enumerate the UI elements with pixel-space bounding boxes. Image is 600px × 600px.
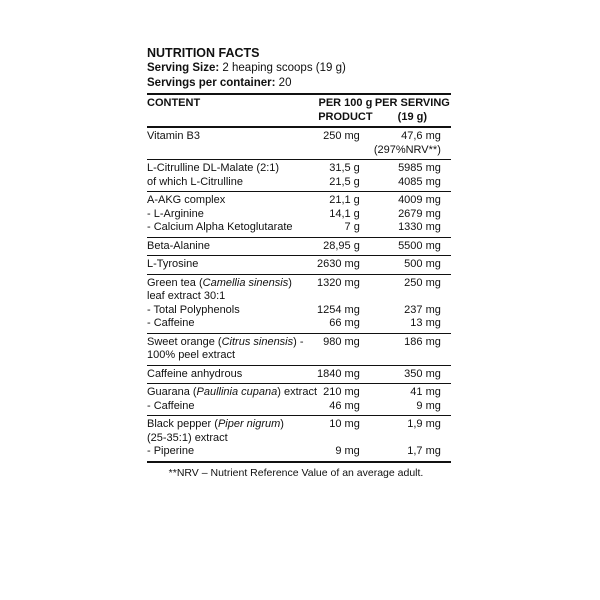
value-per-serving (374, 416, 451, 462)
nutrition-facts-panel (147, 46, 450, 480)
value-per-100g-line: 250 mg (323, 130, 360, 142)
value-per-serving-line (374, 349, 451, 363)
value-per-serving-line: 186 mg (404, 335, 441, 348)
ingredient-name (147, 256, 317, 275)
ingredient-name-line: A-AKG complex (147, 194, 226, 206)
value-per-serving-line: 1330 mg (398, 221, 441, 233)
value-per-serving-line: 350 mg (404, 367, 441, 380)
value-per-100g-line: 31,5 g (329, 162, 360, 174)
servings-value: 20 (278, 77, 292, 89)
value-per-serving (374, 274, 451, 333)
value-per-serving-line: 5985 mg (398, 162, 441, 174)
table-body (147, 127, 451, 462)
value-per-100g (317, 365, 374, 384)
table-row (147, 192, 451, 238)
value-per-serving-line: (297%NRV**) (373, 143, 441, 156)
value-per-100g-line: 2630 mg (317, 258, 360, 270)
value-per-100g (317, 192, 374, 238)
value-per-100g (317, 127, 374, 160)
value-per-100g-line: 1840 mg (317, 367, 360, 380)
ingredient-name-line: Green tea (Camellia sinensis) (147, 276, 292, 289)
value-per-serving-line: 500 mg (404, 258, 441, 270)
value-per-100g-line (317, 432, 374, 446)
ingredient-name-line: Black pepper (Piper nigrum) (147, 418, 284, 430)
ingredient-name (147, 384, 317, 416)
value-per-100g (317, 384, 374, 416)
ingredient-name-line: - Caffeine (147, 399, 195, 412)
value-per-100g-line: 210 mg (323, 386, 360, 398)
value-per-serving-line: 2679 mg (398, 207, 441, 220)
value-per-100g-line: 7 g (344, 221, 360, 233)
serving-size-label: Serving Size: (147, 62, 220, 74)
serving-size-value: 2 heaping scoops (19 g) (222, 62, 346, 74)
ingredient-name (147, 333, 317, 365)
value-per-serving (374, 256, 451, 275)
ingredient-name (147, 365, 317, 384)
header-per-100g: PER 100 g PRODUCT (318, 97, 373, 123)
table-row (147, 384, 451, 416)
ingredient-name-line: Beta-Alanine (147, 239, 210, 252)
value-per-100g (317, 160, 374, 192)
value-per-serving-line: 9 mg (416, 399, 441, 412)
value-per-100g (317, 416, 374, 462)
value-per-100g-line: 46 mg (329, 399, 360, 412)
value-per-serving-line (374, 432, 451, 446)
ingredient-name-line: Caffeine anhydrous (147, 367, 243, 380)
value-per-serving-line: 237 mg (404, 303, 441, 316)
value-per-100g-line: 66 mg (329, 317, 360, 329)
value-per-serving-line: 1,9 mg (407, 418, 441, 430)
ingredient-name (147, 416, 317, 462)
value-per-serving (374, 192, 451, 238)
table-header-row (147, 94, 451, 127)
table-row (147, 237, 451, 256)
ingredient-name-line: - L-Arginine (147, 207, 204, 220)
footnote: **NRV – Nutrient Reference Value of an average adult. (168, 466, 424, 479)
value-per-serving-line: 250 mg (404, 276, 441, 289)
table-row (147, 127, 451, 160)
table-row (147, 274, 451, 333)
value-per-serving-line: 5500 mg (398, 239, 441, 252)
value-per-100g-line: 14,1 g (329, 207, 360, 220)
ingredient-name-line: Vitamin B3 (147, 130, 200, 142)
table-row (147, 365, 451, 384)
ingredient-name-line: of which L-Citrulline (147, 175, 243, 188)
table-row (147, 256, 451, 275)
header-content: CONTENT (147, 97, 201, 109)
value-per-100g-line: 21,5 g (329, 175, 360, 188)
value-per-serving (374, 127, 451, 160)
value-per-100g-line (317, 349, 374, 363)
ingredient-name (147, 192, 317, 238)
table-row (147, 416, 451, 462)
value-per-100g (317, 256, 374, 275)
value-per-100g-line: 1320 mg (317, 276, 360, 289)
value-per-100g-line: 9 mg (335, 445, 360, 457)
ingredient-name-line: Guarana (Paullinia cupana) extract (147, 386, 317, 398)
value-per-100g-line (317, 290, 374, 304)
ingredient-name-line: L-Tyrosine (147, 258, 199, 270)
value-per-100g-line: 21,1 g (329, 194, 360, 206)
value-per-serving (374, 384, 451, 416)
ingredient-name-line: - Calcium Alpha Ketoglutarate (147, 221, 293, 233)
value-per-100g-line: 28,95 g (323, 239, 360, 252)
servings-label: Servings per container: (147, 77, 276, 89)
value-per-100g (317, 274, 374, 333)
value-per-100g-line: 980 mg (323, 335, 360, 348)
value-per-serving-line: 4009 mg (398, 194, 441, 206)
ingredient-name-line: 100% peel extract (147, 349, 236, 361)
value-per-100g-line: 10 mg (329, 418, 360, 430)
table-row (147, 160, 451, 192)
value-per-serving-line: 13 mg (410, 317, 441, 329)
ingredient-name-line: Sweet orange (Citrus sinensis) - (147, 335, 304, 348)
value-per-serving-line: 1,7 mg (407, 445, 441, 457)
ingredient-name-line: L-Citrulline DL-Malate (2:1) (147, 162, 280, 174)
ingredient-name-line: (25-35:1) extract (147, 431, 228, 444)
serving-size (147, 61, 445, 76)
ingredient-name (147, 127, 317, 160)
ingredient-name-line: - Piperine (147, 445, 195, 457)
ingredient-name (147, 274, 317, 333)
value-per-serving-line (374, 290, 451, 304)
value-per-100g-line: 1254 mg (317, 303, 360, 316)
nutrition-title: NUTRITION FACTS (147, 46, 260, 60)
value-per-serving-line: 47,6 mg (401, 130, 441, 142)
value-per-serving (374, 160, 451, 192)
ingredient-name-line: - Caffeine (147, 317, 195, 329)
ingredient-name-line: - Total Polyphenols (147, 303, 240, 316)
value-per-serving (374, 365, 451, 384)
value-per-serving-line: 41 mg (410, 386, 441, 398)
servings-per-container (147, 76, 445, 91)
table-row (147, 333, 451, 365)
ingredient-name-line: leaf extract 30:1 (147, 290, 226, 302)
header-per-serving: PER SERVING (19 g) (374, 97, 450, 123)
value-per-serving (374, 237, 451, 256)
ingredient-name (147, 237, 317, 256)
ingredient-name (147, 160, 317, 192)
value-per-100g (317, 237, 374, 256)
value-per-100g (317, 333, 374, 365)
value-per-serving (374, 333, 451, 365)
value-per-serving-line: 4085 mg (398, 175, 441, 188)
nutrition-table (147, 93, 451, 463)
